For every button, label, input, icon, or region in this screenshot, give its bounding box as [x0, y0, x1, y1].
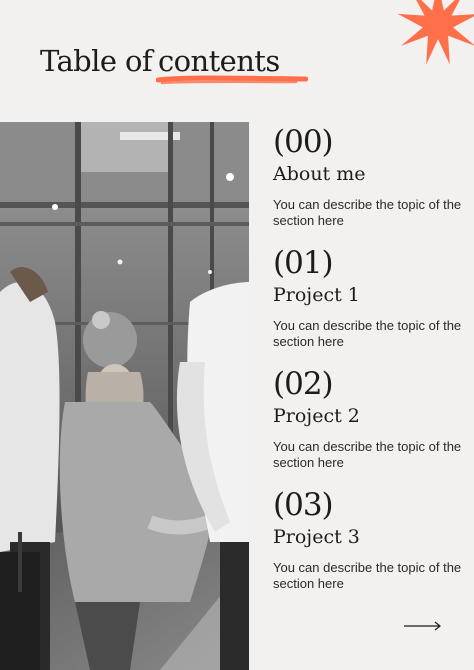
- entry-description: You can describe the topic of the section here: [273, 318, 462, 349]
- starburst-icon: [396, 0, 474, 66]
- entry-description: You can describe the topic of the section here: [273, 560, 462, 591]
- page-title: [40, 44, 280, 78]
- arrow-right-icon[interactable]: [404, 620, 442, 632]
- entry-title: Project 3: [273, 526, 360, 548]
- title-part-2: contents: [158, 44, 280, 78]
- toc-entry[interactable]: [273, 366, 473, 487]
- family-photo: [0, 122, 249, 670]
- entry-number: (02): [273, 366, 333, 402]
- entry-description: You can describe the topic of the section here: [273, 197, 462, 228]
- entry-title: Project 1: [273, 284, 360, 306]
- entry-number: (03): [273, 487, 333, 523]
- entry-number: (01): [273, 245, 333, 281]
- title-part-1: Table of: [40, 44, 152, 78]
- entry-title: Project 2: [273, 405, 360, 427]
- entry-description: You can describe the topic of the section here: [273, 439, 462, 470]
- family-walking-photo: [0, 122, 249, 670]
- entry-title: About me: [273, 163, 366, 185]
- toc-entry[interactable]: [273, 124, 473, 245]
- entry-number: (00): [273, 124, 333, 160]
- toc-list: [273, 124, 473, 608]
- brush-underline: [156, 74, 308, 86]
- title-highlight: [158, 44, 280, 78]
- toc-entry[interactable]: [273, 245, 473, 366]
- toc-entry[interactable]: [273, 487, 473, 608]
